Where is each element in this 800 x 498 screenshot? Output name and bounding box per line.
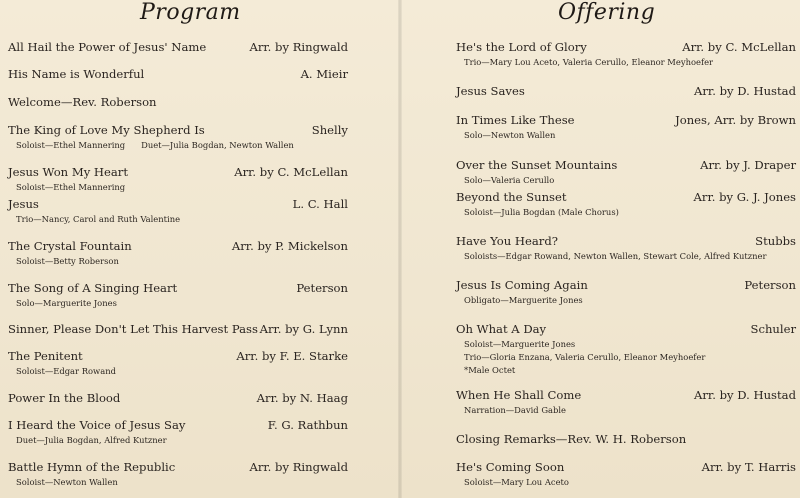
item-performers: Soloist—Ethel Mannering (16, 182, 126, 192)
program-item (8, 121, 348, 152)
item-composer: Shelly (311, 123, 348, 137)
program-item (8, 320, 348, 338)
program-item (8, 38, 348, 56)
item-title: His Name is Wonderful (8, 67, 145, 81)
item-composer: Arr. by T. Harris (701, 460, 796, 474)
item-title: Welcome—Rev. Roberson (8, 95, 157, 109)
item-title: In Times Like These (456, 113, 575, 127)
item-title: Oh What A Day (456, 322, 547, 336)
item-performers: Duet—Julia Bogdan, Alfred Kutzner (16, 435, 167, 445)
offering-item (456, 232, 796, 263)
item-performers: Soloist—Ethel Mannering Duet—Julia Bogdan, Newton Wallen (16, 140, 294, 150)
program-item (8, 389, 348, 407)
program-item (8, 163, 348, 194)
item-performers: Solo—Valeria Cerullo (464, 175, 555, 185)
item-title: Closing Remarks—Rev. W. H. Roberson (456, 432, 687, 446)
item-composer: Arr. by G. Lynn (259, 322, 348, 336)
item-performers: Trio—Mary Lou Aceto, Valeria Cerullo, Eleanor Meyhoefer (464, 57, 714, 67)
offering-item (456, 38, 796, 69)
item-title: Power In the Blood (8, 391, 121, 405)
item-composer: Arr. by C. McLellan (234, 165, 348, 179)
item-performers: Soloist—Newton Wallen (16, 477, 118, 487)
item-title: The Song of A Singing Heart (8, 281, 178, 295)
offering-item (456, 430, 796, 448)
item-composer: Schuler (750, 322, 796, 336)
program-item (8, 279, 348, 310)
item-title: The Penitent (8, 349, 83, 363)
item-performers: Soloist—Betty Roberson (16, 256, 119, 266)
item-composer: Arr. by G. J. Jones (693, 190, 796, 204)
offering-heading: Offering (558, 0, 656, 25)
program-item (8, 458, 348, 489)
item-performers: Soloist—Edgar Rowand (16, 366, 116, 376)
item-composer: Stubbs (755, 234, 796, 248)
item-performers: Soloist—Julia Bogdan (Male Chorus) (464, 207, 619, 217)
item-composer: Arr. by J. Draper (700, 158, 796, 172)
offering-item (456, 82, 796, 100)
offering-item (456, 276, 796, 307)
program-item (8, 93, 348, 111)
offering-item (456, 156, 796, 187)
item-performers: Obligato—Marguerite Jones (464, 295, 583, 305)
item-composer: Peterson (744, 278, 796, 292)
program-heading: Program (140, 0, 241, 25)
offering-item (456, 458, 796, 489)
program-item (8, 237, 348, 268)
program-item (8, 195, 348, 226)
item-composer: Arr. by Ringwald (249, 40, 348, 54)
program-item (8, 347, 348, 378)
item-title: Sinner, Please Don't Let This Harvest Pass (8, 322, 258, 336)
item-composer: Arr. by F. E. Starke (236, 349, 348, 363)
item-composer: F. G. Rathbun (267, 418, 348, 432)
item-title: I Heard the Voice of Jesus Say (8, 418, 186, 432)
program-item (8, 416, 348, 447)
item-composer: Jones, Arr. by Brown (675, 113, 796, 127)
offering-item (456, 111, 796, 142)
item-title: When He Shall Come (456, 388, 582, 402)
item-title: Battle Hymn of the Republic (8, 460, 176, 474)
item-composer: Arr. by D. Hustad (694, 388, 796, 402)
item-performers: Trio—Gloria Enzana, Valeria Cerullo, Eleanor Meyhoefer (464, 352, 706, 362)
offering-item (456, 386, 796, 417)
program-item (8, 65, 348, 83)
offering-item (456, 188, 796, 219)
item-title: Jesus (8, 197, 39, 211)
item-composer: Arr. by N. Haag (256, 391, 348, 405)
item-title: The King of Love My Shepherd Is (8, 123, 205, 137)
item-title: Have You Heard? (456, 234, 558, 248)
item-performers: Trio—Nancy, Carol and Ruth Valentine (16, 214, 181, 224)
item-title: All Hail the Power of Jesus' Name (8, 40, 207, 54)
item-composer: L. C. Hall (292, 197, 348, 211)
item-composer: Peterson (296, 281, 348, 295)
item-performers: Solo—Newton Wallen (464, 130, 556, 140)
item-composer: Arr. by Ringwald (249, 460, 348, 474)
item-title: He's the Lord of Glory (456, 40, 587, 54)
item-composer: Arr. by D. Hustad (694, 84, 796, 98)
item-composer: A. Mieir (300, 67, 348, 81)
item-performers: *Male Octet (464, 365, 516, 375)
item-performers: Solo—Marguerite Jones (16, 298, 117, 308)
item-performers: Soloist—Mary Lou Aceto (464, 477, 569, 487)
item-title: Beyond the Sunset (456, 190, 567, 204)
item-composer: Arr. by C. McLellan (682, 40, 796, 54)
item-title: Jesus Is Coming Again (456, 278, 588, 292)
item-title: He's Coming Soon (456, 460, 565, 474)
item-performers: Soloists—Edgar Rowand, Newton Wallen, Stewart Cole, Alfred Kutzner (464, 251, 767, 261)
offering-page (400, 0, 800, 498)
item-composer: Arr. by P. Mickelson (231, 239, 348, 253)
item-title: Jesus Won My Heart (8, 165, 129, 179)
item-title: Jesus Saves (456, 84, 525, 98)
item-title: Over the Sunset Mountains (456, 158, 618, 172)
offering-item (456, 320, 796, 377)
item-title: The Crystal Fountain (8, 239, 132, 253)
center-fold (398, 0, 402, 498)
item-performers: Soloist—Marguerite Jones (464, 339, 576, 349)
item-performers: Narration—David Gable (464, 405, 566, 415)
